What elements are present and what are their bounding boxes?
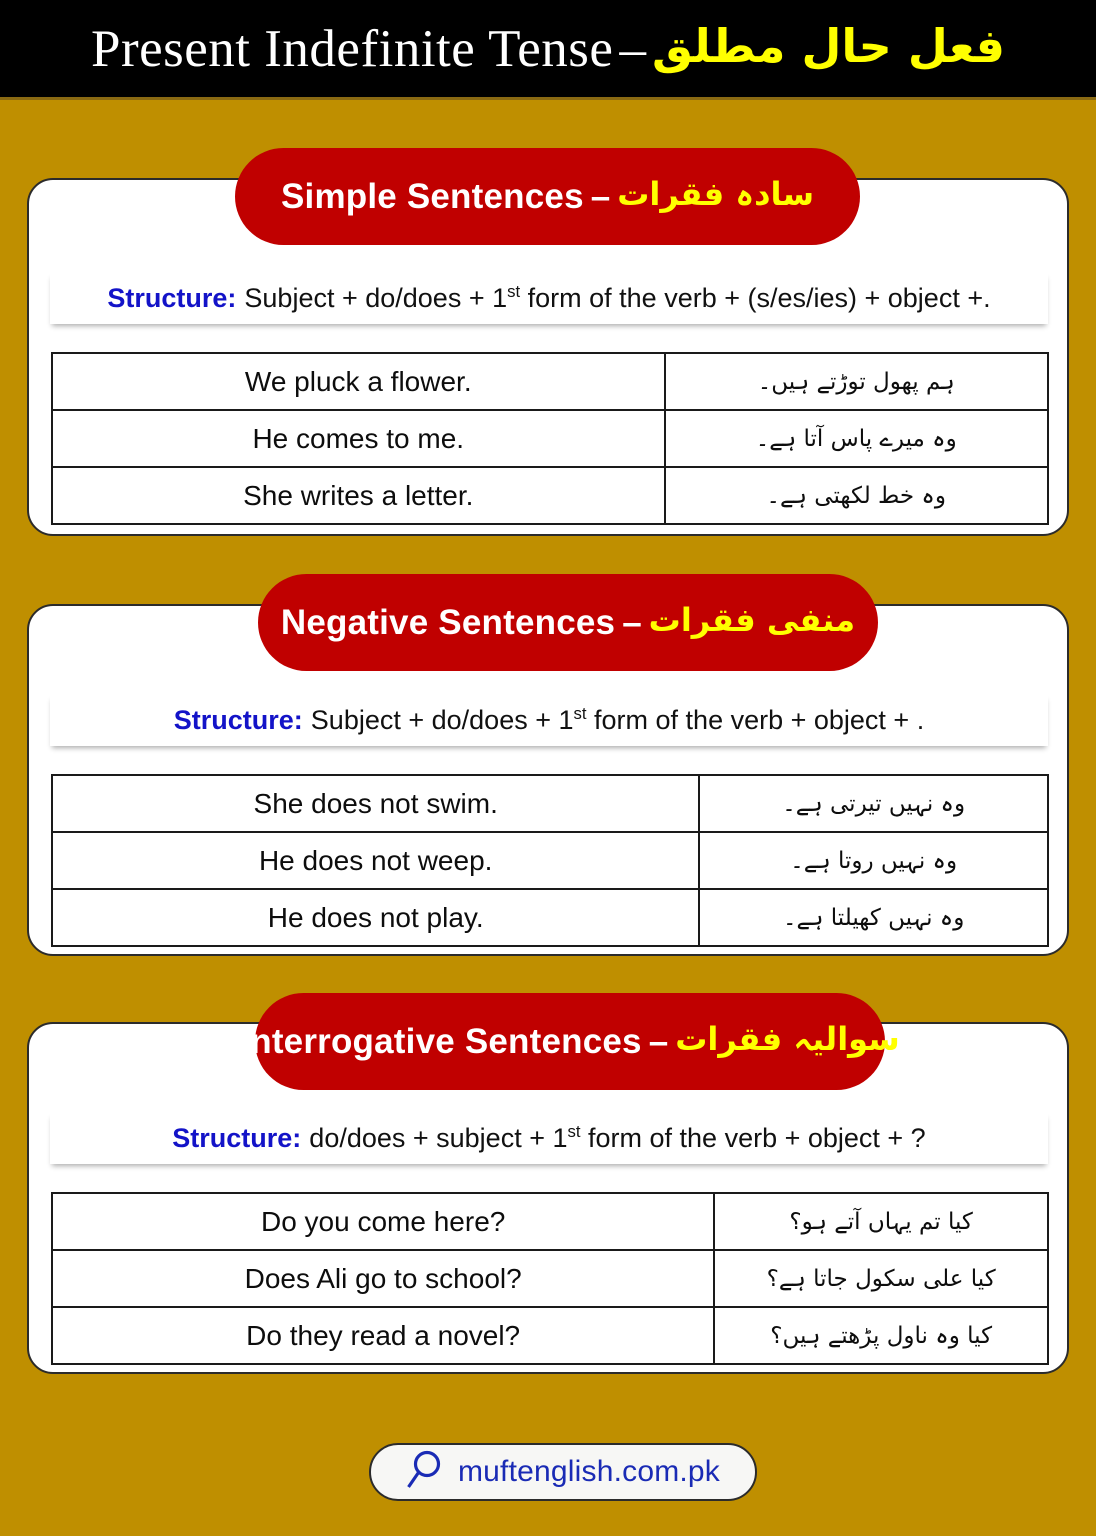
section-header-english: Interrogative Sentences [240, 1021, 642, 1061]
section-header-simple-sentences [235, 148, 860, 245]
example-urdu: ہم پھول توڑتے ہیں۔ [665, 353, 1048, 410]
website-url-text: muftenglish.com.pk [457, 1455, 721, 1488]
example-urdu: کیا تم یہاں آتے ہو؟ [714, 1193, 1048, 1250]
structure-formula: do/does + subject + 1st form of the verb + object + ? [309, 1122, 926, 1153]
examples-table-negative [51, 774, 1049, 947]
example-english: Does Ali go to school? [52, 1250, 714, 1307]
example-english: We pluck a flower. [52, 353, 665, 410]
ordinal-suffix: st [507, 282, 521, 301]
structure-label: Structure: [173, 704, 303, 735]
section-header-urdu: سادہ فقرات [617, 174, 815, 213]
example-english: She writes a letter. [52, 467, 665, 524]
website-link[interactable] [369, 1443, 757, 1501]
table-row [52, 1307, 1048, 1364]
example-urdu: وہ نہیں کھیلتا ہے۔ [699, 889, 1048, 946]
structure-bar-interrogative [50, 1112, 1048, 1164]
example-urdu: وہ نہیں روتا ہے۔ [699, 832, 1048, 889]
table-row [52, 467, 1048, 524]
example-english: He comes to me. [52, 410, 665, 467]
table-row [52, 1250, 1048, 1307]
structure-label: Structure: [107, 282, 237, 313]
section-header-urdu: سوالیہ فقرات [675, 1019, 900, 1058]
example-english: She does not swim. [52, 775, 699, 832]
page-title [91, 19, 1005, 79]
page-title-dash: – [619, 19, 646, 78]
structure-formula: Subject + do/does + 1st form of the verb + object + . [310, 704, 925, 735]
examples-table-interrogative [51, 1192, 1049, 1365]
example-english: Do you come here? [52, 1193, 714, 1250]
examples-table-simple [51, 352, 1049, 525]
example-english: Do they read a novel? [52, 1307, 714, 1364]
section-header-dash: – [622, 602, 642, 642]
structure-formula: Subject + do/does + 1st form of the verb + (s/es/ies) + object +. [244, 282, 991, 313]
table-row [52, 353, 1048, 410]
page-title-english: Present Indefinite Tense [91, 19, 614, 78]
example-urdu: وہ میرے پاس آتا ہے۔ [665, 410, 1048, 467]
table-row [52, 775, 1048, 832]
section-header-interrogative-sentences [240, 993, 900, 1090]
table-row [52, 889, 1048, 946]
section-header-english: Simple Sentences [280, 176, 584, 216]
table-row [52, 410, 1048, 467]
example-urdu: کیا علی سکول جاتا ہے؟ [714, 1250, 1048, 1307]
structure-bar-negative [50, 694, 1048, 746]
example-urdu: کیا وہ ناول پڑھتے ہیں؟ [714, 1307, 1048, 1364]
table-row [52, 832, 1048, 889]
ordinal-suffix: st [573, 704, 587, 723]
table-row [52, 1193, 1048, 1250]
section-header-english: Negative Sentences [280, 602, 616, 642]
example-english: He does not weep. [52, 832, 699, 889]
section-header-dash: – [590, 176, 611, 216]
structure-bar-simple [50, 272, 1048, 324]
section-header-negative-sentences [258, 574, 878, 671]
ordinal-suffix: st [567, 1122, 581, 1141]
structure-label: Structure: [172, 1122, 302, 1153]
page-title-urdu: فعل حال مطلق [651, 18, 1005, 73]
page-title-band [0, 0, 1096, 100]
example-urdu: وہ خط لکھتی ہے۔ [665, 467, 1048, 524]
example-urdu: وہ نہیں تیرتی ہے۔ [699, 775, 1048, 832]
search-icon [406, 1449, 446, 1496]
section-header-dash: – [648, 1021, 669, 1061]
example-english: He does not play. [52, 889, 699, 946]
section-header-urdu: منفی فقرات [648, 600, 856, 639]
